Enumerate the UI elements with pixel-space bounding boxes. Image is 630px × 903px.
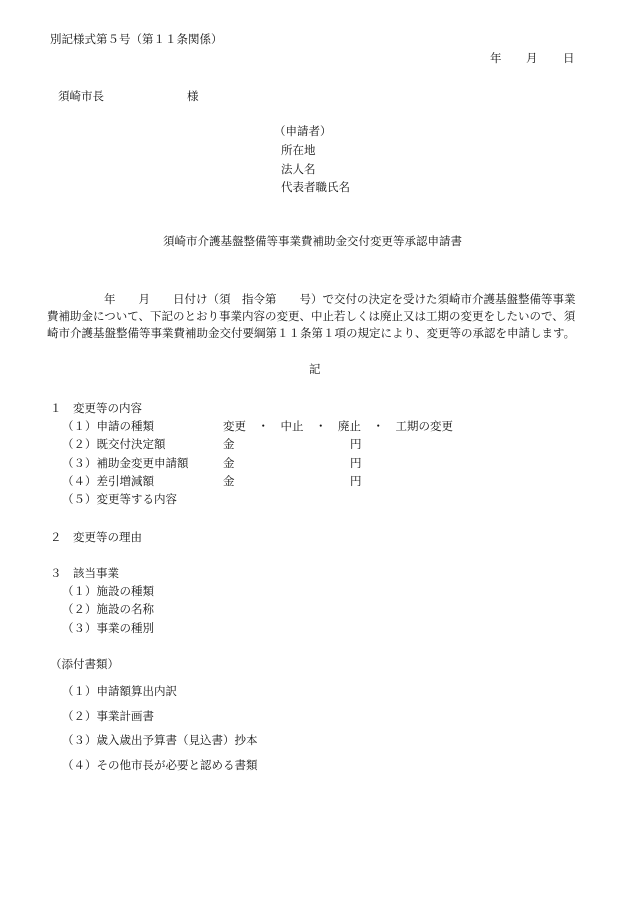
- form-label: 別記様式第５号（第１１条関係）: [50, 32, 223, 46]
- s1-item-2-label: （２）既交付決定額: [62, 437, 166, 451]
- date-month: 月: [526, 51, 538, 65]
- document-title: 須崎市介護基盤整備等事業費補助金交付変更等承認申請書: [163, 234, 462, 248]
- section-1-heading: １ 変更等の内容: [50, 401, 142, 415]
- attachment-item-1: （１）申請額算出内訳: [62, 684, 177, 698]
- attachments-heading: （添付書類）: [50, 657, 119, 671]
- applicant-corp-label: 法人名: [281, 162, 316, 176]
- s1-item-3-label: （３）補助金変更申請額: [62, 456, 189, 470]
- applicant-heading: （申請者）: [274, 124, 332, 138]
- section-3-heading: ３ 該当事業: [50, 566, 119, 580]
- section-2-heading: ２ 変更等の理由: [50, 530, 142, 544]
- s1-item-2-value: 金: [223, 437, 235, 451]
- s3-item-2: （２）施設の名称: [62, 602, 154, 616]
- date-year: 年: [490, 51, 502, 65]
- s1-item-1-value: 変更 ・ 中止 ・ 廃止 ・ 工期の変更: [223, 419, 453, 433]
- s1-item-5-label: （５）変更等する内容: [62, 492, 177, 506]
- s1-item-3-value: 金: [223, 456, 235, 470]
- s1-item-1-label: （１）申請の種類: [62, 419, 154, 433]
- body-line-1: 年 月 日付け（須 指令第 号）で交付の決定を受けた須崎市介護基盤整備等事業: [104, 292, 576, 306]
- body-line-2: 費補助金について、下記のとおり事業内容の変更、中止若しくは廃止又は工期の変更をしたいので、須: [47, 309, 576, 323]
- ki-heading: 記: [309, 362, 321, 376]
- s1-item-3-unit: 円: [350, 456, 362, 470]
- s1-item-4-value: 金: [223, 474, 235, 488]
- s1-item-4-unit: 円: [350, 474, 362, 488]
- s1-item-4-label: （４）差引増減額: [62, 474, 154, 488]
- body-line-3: 崎市介護基盤整備等事業費補助金交付要綱第１１条第１項の規定により、変更等の承認を申請します。: [47, 326, 576, 340]
- s3-item-3: （３）事業の種別: [62, 621, 154, 635]
- addressee-honorific: 様: [187, 89, 199, 103]
- applicant-address-label: 所在地: [281, 143, 316, 157]
- applicant-rep-label: 代表者職氏名: [281, 180, 350, 194]
- attachment-item-3: （３）歳入歳出予算書（見込書）抄本: [62, 733, 258, 747]
- s1-item-2-unit: 円: [350, 437, 362, 451]
- s3-item-1: （１）施設の種類: [62, 584, 154, 598]
- attachment-item-2: （２）事業計画書: [62, 709, 154, 723]
- attachment-item-4: （４）その他市長が必要と認める書類: [62, 758, 258, 772]
- addressee-name: 須崎市長: [58, 89, 104, 103]
- date-day: 日: [563, 51, 575, 65]
